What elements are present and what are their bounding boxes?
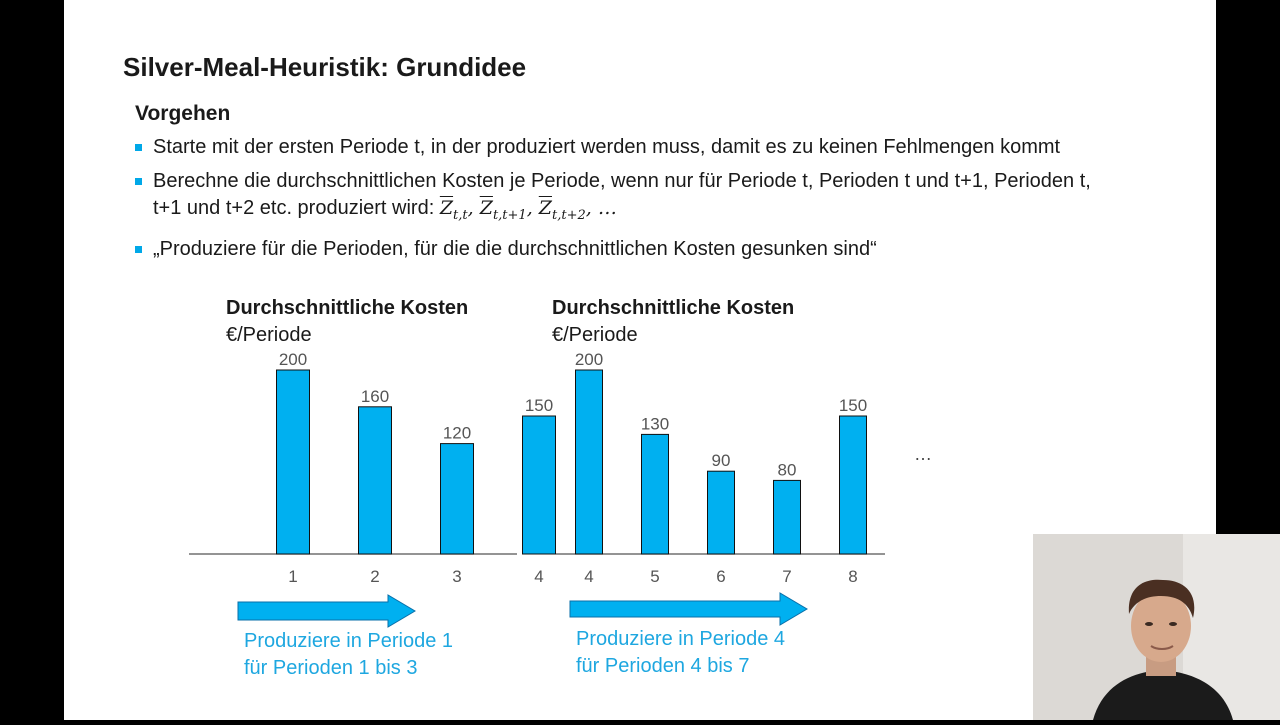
formula-subscript: t,t+1 xyxy=(492,207,527,223)
bar xyxy=(708,471,735,554)
bar xyxy=(441,444,474,554)
bar xyxy=(840,416,867,554)
bar xyxy=(523,416,556,554)
x-tick-label: 5 xyxy=(650,567,660,586)
chart-2-bar-chart xyxy=(552,340,892,600)
formula-subscript: t,t+2 xyxy=(551,207,586,223)
chart-2-title: Durchschnittliche Kosten xyxy=(552,297,795,319)
chart-1-arrow-icon xyxy=(238,594,418,628)
formula-trailing: , … xyxy=(585,197,617,219)
bullet-text: Berechne die durchschnittlichen Kosten je Periode, wenn nur für Periode t, Perioden t und t+1, Perioden t, t+1 und t+2 etc. produziert wird: xyxy=(153,170,1091,219)
x-tick-label: 2 xyxy=(370,567,380,586)
chart-1-title: Durchschnittliche Kosten xyxy=(226,297,469,319)
formula-symbol: $\overline{Z}$ xyxy=(479,197,493,219)
x-tick-label: 7 xyxy=(782,567,792,586)
bar xyxy=(576,370,603,554)
data-label: 120 xyxy=(442,423,472,443)
x-tick-label: 3 xyxy=(452,567,462,586)
chart-2-ylabel: €/Periode xyxy=(552,324,638,346)
bullet-text: Starte mit der ersten Periode t, in der produziert werden muss, damit es zu keinen Fehlmengen kommt xyxy=(153,136,1061,158)
x-tick-label: 4 xyxy=(534,567,544,586)
chart-2-caption-line: für Perioden 4 bis 7 xyxy=(576,655,750,677)
data-label: 200 xyxy=(574,350,604,369)
bar xyxy=(359,407,392,554)
bar xyxy=(642,434,669,554)
x-tick-label: 1 xyxy=(288,567,298,586)
x-tick-label: 8 xyxy=(848,567,858,586)
chart-1-ylabel: €/Periode xyxy=(226,324,312,346)
data-label: 200 xyxy=(278,350,308,369)
formula-symbol: $\overline{Z}$ xyxy=(538,197,552,219)
formula-subscript: t,t xyxy=(453,207,468,223)
slide-title: Silver-Meal-Heuristik: Grundidee xyxy=(123,52,527,82)
presenter-silhouette-icon xyxy=(1033,534,1280,720)
bar xyxy=(774,480,801,554)
continuation-ellipsis: … xyxy=(914,444,932,464)
data-label: 80 xyxy=(777,460,797,480)
chart-1-caption-line: für Perioden 1 bis 3 xyxy=(244,657,418,679)
chart-1-bar-chart xyxy=(184,340,554,600)
x-tick-label: 4 xyxy=(584,567,594,586)
formula-symbol: $\overline{Z}$ xyxy=(439,197,454,219)
data-label: 150 xyxy=(524,396,554,415)
data-label: 150 xyxy=(838,396,868,415)
chart-2-caption xyxy=(576,626,785,680)
data-label: 130 xyxy=(640,414,670,434)
x-tick-label: 6 xyxy=(716,567,726,586)
bar xyxy=(277,370,310,554)
bullet-text: „Produziere für die Perioden, für die die durchschnittlichen Kosten gesunken sind“ xyxy=(153,237,877,260)
chart-2-caption-line: Produziere in Periode 4 xyxy=(576,628,786,650)
data-label: 90 xyxy=(711,451,731,471)
average-cost-formula: $\overline{Z}_{t,t}$, $\overline{Z}_{t,t+1}$, $\overline{Z}_{t,t+2}$, … xyxy=(439,197,617,223)
section-heading: Vorgehen xyxy=(135,102,231,125)
chart-1-caption-line: Produziere in Periode 1 xyxy=(244,630,454,652)
chart-1-caption xyxy=(244,628,453,682)
presenter-webcam-video xyxy=(1033,534,1280,720)
data-label: 160 xyxy=(360,386,390,406)
chart-2-arrow-icon xyxy=(570,592,810,626)
